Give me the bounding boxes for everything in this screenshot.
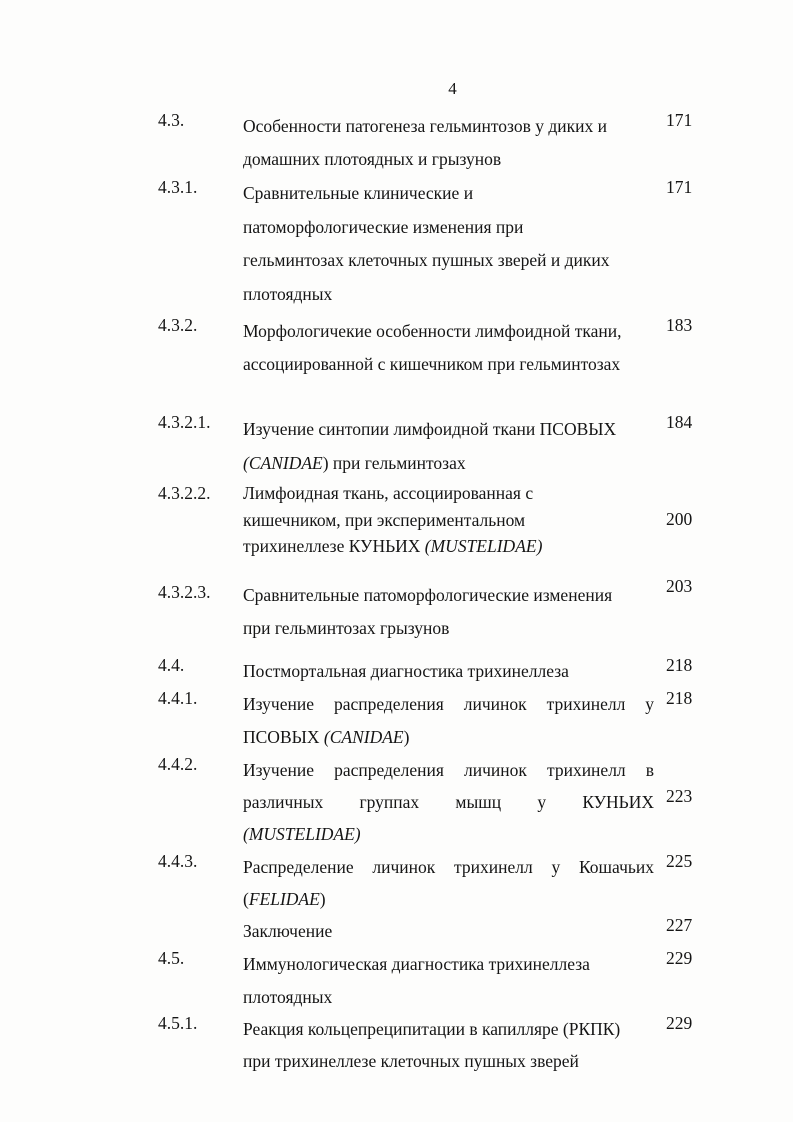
- toc-entry-number: 4.5.: [158, 948, 185, 968]
- toc-title-line: Изучение синтопии лимфоидной ткани ПСОВЫХ: [243, 419, 617, 439]
- toc-entry-title: [243, 688, 654, 754]
- toc-entry-title: [243, 412, 654, 480]
- toc-entry-title: [243, 177, 654, 311]
- toc-entry-title: [243, 655, 654, 688]
- toc-title-line: Заключение: [243, 921, 333, 941]
- toc-title-line: Иммунологическая диагностика трихинеллеза: [243, 954, 590, 974]
- toc-title-line: Изучение распределения личинок трихинелл у: [243, 694, 654, 714]
- toc-title-line: патоморфологические изменения при: [243, 216, 524, 237]
- toc-title-text: трихинеллезе КУНЬИХ: [243, 536, 425, 556]
- toc-entry-page: 218: [666, 688, 693, 708]
- toc-entry-page: 184: [666, 412, 693, 432]
- toc-title-line: Изучение распределения личинок трихинелл в: [243, 760, 654, 780]
- toc-entry-page: 203: [666, 576, 693, 596]
- toc-entry-title: [243, 915, 654, 948]
- toc-title-line: [243, 533, 654, 560]
- toc-entry-number: 4.3.: [158, 110, 185, 130]
- toc-entry-page: 183: [666, 315, 693, 335]
- toc-title-line: кишечником, при экспериментальном: [243, 509, 526, 530]
- toc-title-text: ): [403, 727, 410, 747]
- toc-title-text: ) при гельминтозах: [322, 453, 466, 473]
- toc-entry-page: 229: [666, 1013, 693, 1033]
- toc-title-line: различных группах мышц у КУНЬИХ: [243, 792, 654, 812]
- toc-entry-number: 4.4.2.: [158, 754, 198, 774]
- page-number: 4: [448, 79, 457, 98]
- toc-title-line: при гельминтозах грызунов: [243, 618, 450, 638]
- toc-title-line: [243, 883, 654, 915]
- toc-entry-title: [243, 110, 654, 176]
- toc-title-line: гельминтозах клеточных пушных зверей и диких: [243, 250, 610, 270]
- toc-title-line: Особенности патогенеза гельминтозов у диких и: [243, 116, 607, 136]
- toc-entry-page: 229: [666, 948, 693, 968]
- toc-title-line: Сравнительные патоморфологические изменения: [243, 585, 613, 605]
- taxon-name: (CANIDAE: [243, 453, 323, 473]
- taxon-name: (MUSTELIDAE): [243, 824, 361, 844]
- toc-title-line: Лимфоидная ткань, ассоциированная с: [243, 483, 534, 503]
- toc-title-line: Морфологичекие особенности лимфоидной ткани,: [243, 321, 622, 341]
- toc-entry-title: [243, 315, 654, 381]
- toc-entry-page: 218: [666, 655, 693, 675]
- toc-entry-page: 223: [666, 786, 693, 806]
- toc-title-text: (: [243, 889, 249, 909]
- toc-entry-number: 4.3.1.: [158, 177, 198, 197]
- toc-entry-number: 4.4.: [158, 655, 185, 675]
- toc-entry-page: 225: [666, 851, 693, 871]
- toc-title-line: Постмортальная диагностика трихинеллеза: [243, 661, 569, 681]
- toc-entry-number: 4.3.2.2.: [158, 483, 211, 503]
- toc-entry-number: 4.3.2.3.: [158, 582, 211, 602]
- toc-title-line: [243, 446, 654, 480]
- toc-entry-number: 4.5.1.: [158, 1013, 198, 1033]
- toc-entry-title: [243, 754, 654, 850]
- toc-entry-number: 4.4.1.: [158, 688, 198, 708]
- toc-entry-title: [243, 851, 654, 915]
- toc-entry-title: [243, 948, 654, 1014]
- taxon-name: (CANIDAE: [323, 727, 404, 747]
- toc-title-line: при трихинеллезе клеточных пушных зверей: [243, 1051, 579, 1071]
- toc-title-line: Сравнительные клинические и: [243, 183, 474, 203]
- toc-entry-title: [243, 579, 654, 645]
- toc-entry-number: 4.3.2.1.: [158, 412, 211, 432]
- toc-title-line: Распределение личинок трихинелл у Кошачьих: [243, 857, 654, 877]
- toc-entry-page: 171: [666, 177, 693, 197]
- toc-entry-page: 171: [666, 110, 693, 130]
- toc-title-line: плотоядных: [243, 283, 333, 304]
- toc-title-line: домашних плотоядных и грызунов: [243, 149, 502, 169]
- toc-title-line: [243, 721, 654, 754]
- toc-title-text: ): [319, 889, 326, 909]
- toc-entry-title: [243, 1013, 654, 1077]
- toc-title-text: ПСОВЫХ: [243, 727, 324, 747]
- toc-entry-page: 227: [666, 915, 693, 935]
- taxon-name: (MUSTELIDAE): [424, 536, 543, 556]
- taxon-name: FELIDAE: [248, 889, 320, 909]
- toc-title-line: ассоциированной с кишечником при гельминтозах: [243, 354, 621, 374]
- toc-entry-page: 200: [666, 509, 693, 529]
- toc-title-line: плотоядных: [243, 987, 333, 1007]
- toc-entry-number: 4.3.2.: [158, 315, 198, 335]
- toc-entry-number: 4.4.3.: [158, 851, 198, 871]
- toc-title-line: Реакция кольцепреципитации в капилляре (РКПК): [243, 1019, 621, 1039]
- toc-entry-title: [243, 480, 654, 560]
